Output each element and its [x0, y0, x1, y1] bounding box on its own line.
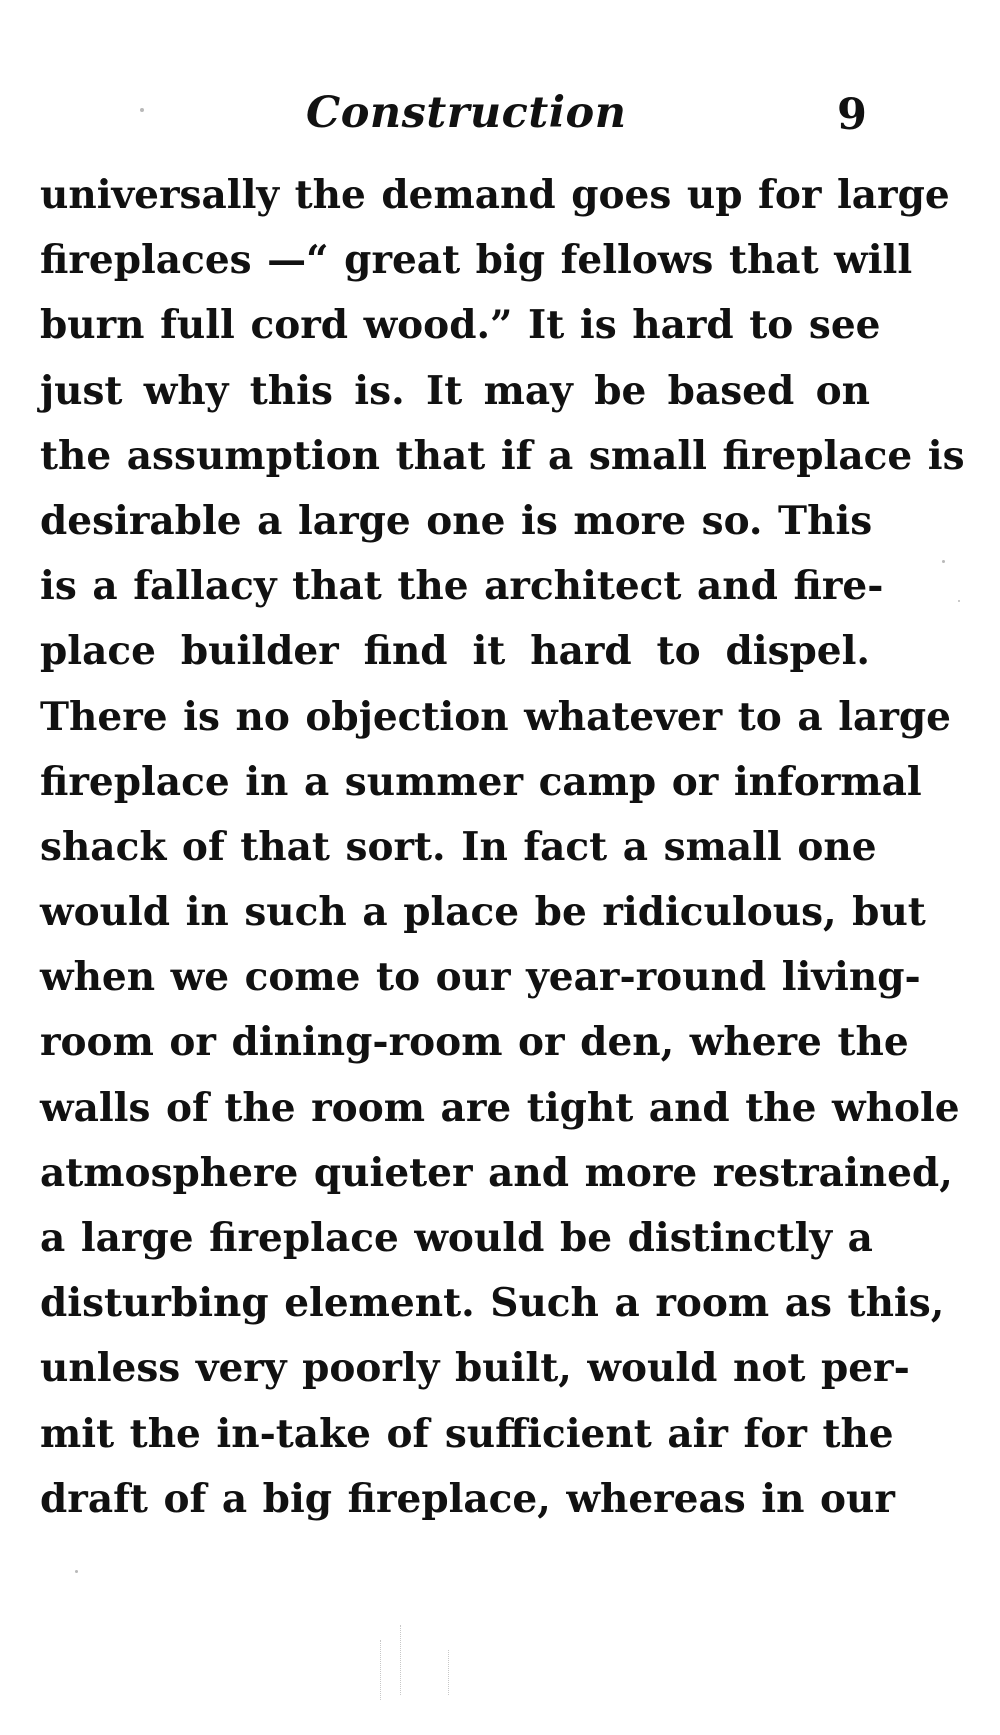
text-line: disturbing element. Such a room as this,: [40, 1280, 945, 1327]
paper-speck: [75, 1570, 78, 1573]
text-line: desirable a large one is more so. This: [40, 497, 873, 544]
paper-speck: [958, 600, 960, 602]
paper-speck: [140, 108, 144, 112]
text-line: fireplace in a summer camp or informal: [40, 758, 922, 805]
page-number: 9: [837, 90, 867, 140]
text-line: There is no objection whatever to a large: [40, 693, 951, 740]
text-line: just why this is. It may be based on: [40, 367, 870, 414]
running-head-title: Construction: [306, 88, 627, 138]
text-line: place builder find it hard to dispel.: [40, 628, 870, 675]
page-header: [0, 88, 1000, 148]
text-line: atmosphere quieter and more restrained,: [40, 1149, 953, 1196]
text-line: room or dining-room or den, where the: [40, 1019, 909, 1066]
text-line: a large fireplace would be distinctly a: [40, 1215, 873, 1261]
paper-speck: [942, 560, 945, 563]
text-line: would in such a place be ridiculous, but: [40, 889, 926, 936]
text-line: shack of that sort. In fact a small one: [40, 823, 877, 870]
text-line: burn full cord wood.” It is hard to see: [40, 302, 881, 349]
text-line: unless very poorly built, would not per-: [40, 1345, 910, 1392]
paper-scuff: [380, 1640, 381, 1700]
text-line: fireplaces —“ great big fellows that will: [40, 237, 913, 284]
paper-scuff: [448, 1650, 449, 1695]
text-line: universally the demand goes up for large: [40, 172, 950, 218]
text-line: the assumption that if a small fireplace is: [40, 432, 965, 479]
body-text: [40, 163, 965, 1532]
text-line: walls of the room are tight and the whole: [40, 1084, 960, 1131]
text-line: draft of a big fireplace, whereas in our: [40, 1475, 895, 1522]
text-line: mit the in-take of sufficient air for the: [40, 1410, 894, 1457]
paper-scuff: [400, 1625, 401, 1695]
text-line: is a fallacy that the architect and fire-: [40, 563, 884, 610]
text-line: when we come to our year-round living-: [40, 954, 921, 1001]
